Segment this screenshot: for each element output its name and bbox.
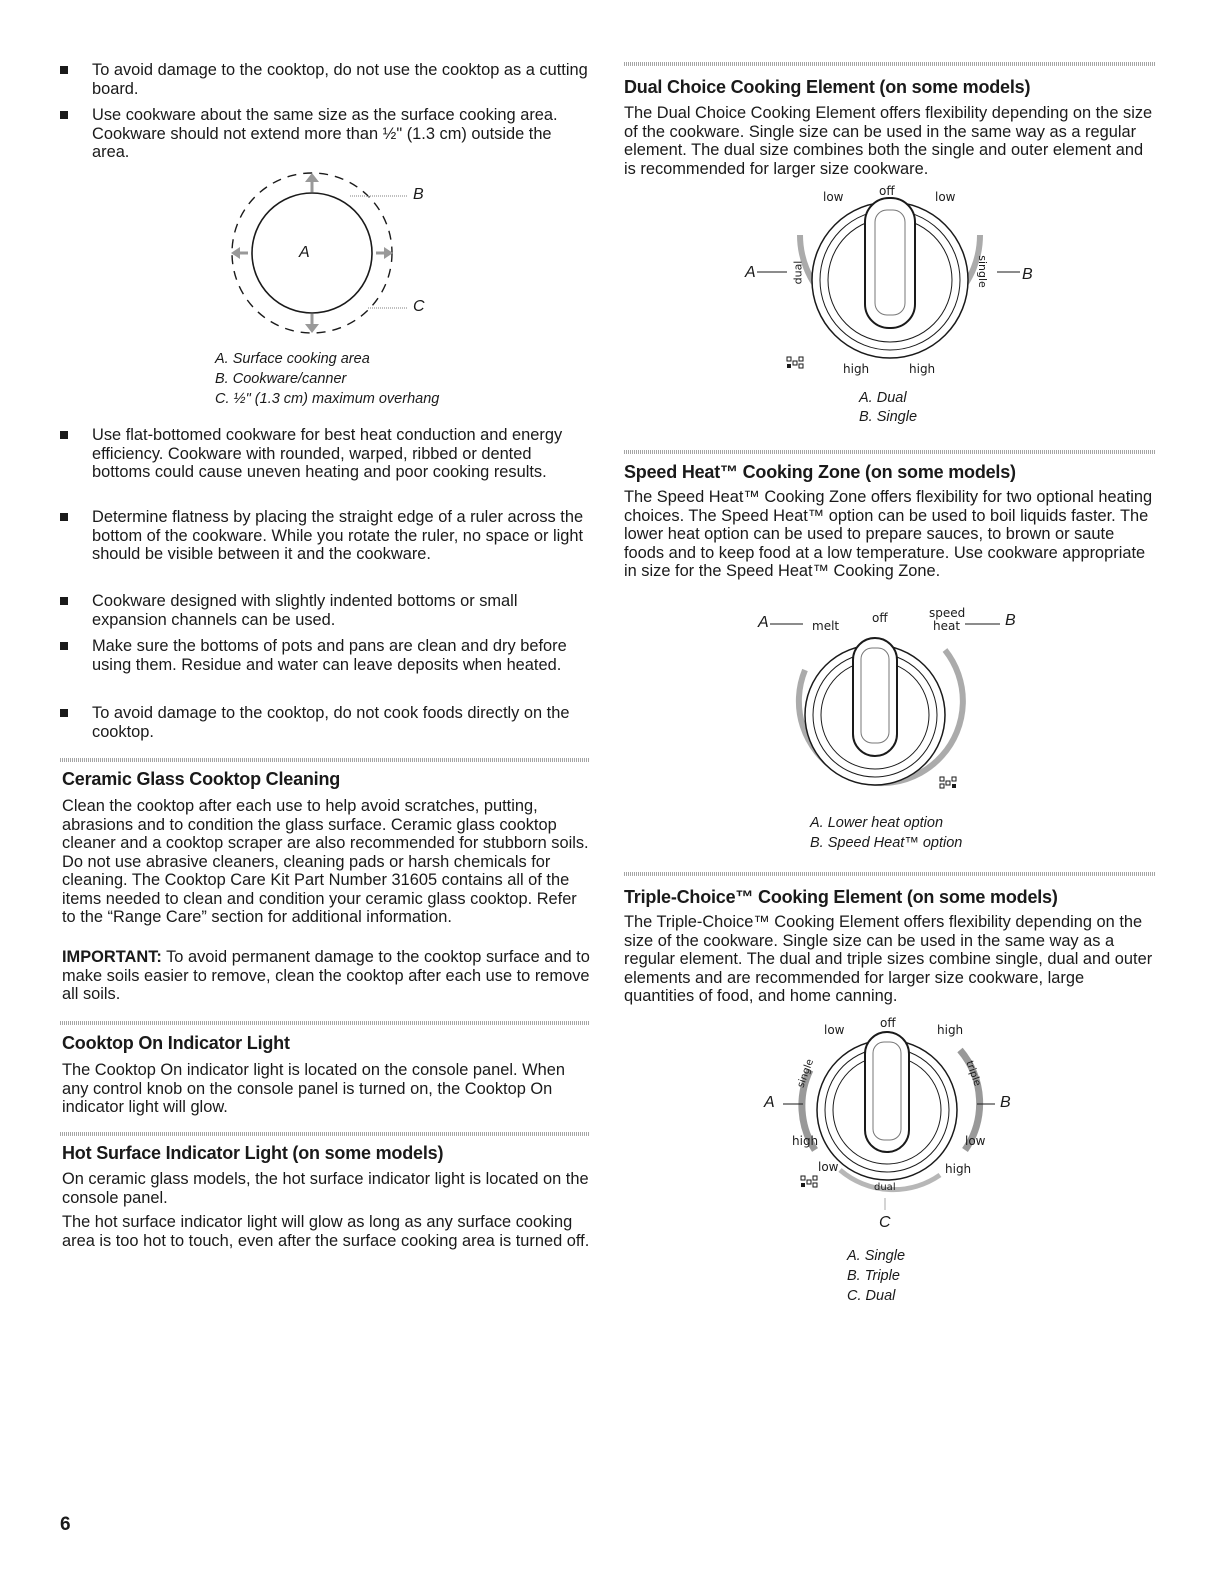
knob-label-high: high — [909, 362, 936, 376]
figure-caption: C. ½" (1.3 cm) maximum overhang — [215, 391, 440, 407]
bullet-text: Use cookware about the same size as the surface cooking area. Cookware should not extend more than ½" (1.3 cm) outside the area. — [92, 106, 558, 161]
figure-caption: A. Dual — [859, 390, 907, 406]
figure-label-b: B — [1022, 266, 1033, 283]
section-body: The Dual Choice Cooking Element offers flexibility depending on the size of the cookware. Single size can be used in the same way as a regular element. The dual size combines both the single and outer element and is recommended for larger size cookware. — [624, 104, 1153, 178]
section-heading: Ceramic Glass Cooktop Cleaning — [62, 769, 341, 789]
figure-label-c: C — [879, 1214, 891, 1231]
bullet-text: To avoid damage to the cooktop, do not cook foods directly on the cooktop. — [92, 704, 570, 741]
figure-caption: B. Single — [859, 409, 918, 425]
section-body: The Cooktop On indicator light is located on the console panel. When any control knob on the console panel is turned on, the Cooktop On indicator light will glow. — [62, 1061, 565, 1116]
knob-label-high: high — [937, 1023, 964, 1037]
section-divider — [60, 758, 590, 762]
knob-label-high: high — [843, 362, 870, 376]
section-heading: Triple-Choice™ Cooking Element (on some models) — [624, 887, 1058, 907]
bullet-square — [60, 642, 68, 650]
section-body: The hot surface indicator light will glow as long as any surface cooking area is too hot to touch, even after the surface cooking area is turned off. — [62, 1213, 590, 1250]
speed-heat-knob-diagram — [745, 610, 1035, 800]
figure-label-a: A — [758, 614, 769, 631]
page-number: 6 — [60, 1514, 71, 1535]
bullet-square — [60, 111, 68, 119]
bullet-text: To avoid damage to the cooktop, do not use the cooktop as a cutting board. — [92, 61, 588, 98]
bullet-square — [60, 597, 68, 605]
bullet-square — [60, 66, 68, 74]
important-text: To avoid permanent damage to the cooktop surface and to make soils easier to remove, clean the cooktop after each use to remove all soils. — [62, 948, 590, 1003]
knob-label-high: high — [945, 1162, 972, 1176]
figure-caption: B. Cookware/canner — [215, 371, 347, 387]
bullet-text: Cookware designed with slightly indented bottoms or small expansion channels can be used. — [92, 592, 518, 629]
knob-label-off: off — [872, 611, 888, 625]
figure-caption: B. Speed Heat™ option — [810, 835, 963, 851]
figure-label-b: B — [1005, 612, 1016, 629]
figure-label-a: A — [764, 1094, 775, 1111]
section-heading: Speed Heat™ Cooking Zone (on some models) — [624, 462, 1016, 482]
important-label: IMPORTANT: — [62, 948, 162, 966]
section-body: The Speed Heat™ Cooking Zone offers flexibility for two optional heating choices. The Speed Heat™ option can be used to boil liquids faster. The lower heat option can be used to prepare sauces, to brown or saute foods and to keep food at a low temperature. Use cookware appropriate in size for the Speed Heat™ Cooking Zone. — [624, 488, 1153, 580]
figure-label-c: C — [413, 298, 425, 315]
bullet-text: Make sure the bottoms of pots and pans are clean and dry before using them. Residue and water can leave deposits when heated. — [92, 637, 567, 674]
knob-label-off: off — [880, 1016, 896, 1030]
bullet-square — [60, 709, 68, 717]
section-body: The Triple-Choice™ Cooking Element offers flexibility depending on the size of the cookware. Single size can be used in the same way as a regular element. The dual and triple sizes combine single, dual and outer elements and are recommended for larger size cookware, large quantities of food, and home canning. — [624, 913, 1153, 1005]
figure-label-b: B — [413, 186, 424, 203]
knob-label-off: off — [879, 184, 895, 198]
knob-label-low: low — [965, 1134, 986, 1148]
knob-label-heat: heat — [933, 619, 961, 633]
section-body: Clean the cooktop after each use to help avoid scratches, putting, abrasions and to condition the glass surface. Ceramic glass cooktop cleaner and a cooktop scraper are also recommended for stubborn soils. Do not use abrasive cleaners, cleaning pads or harsh chemicals for cleaning. The Cooktop Care Kit Part Number 31605 contains all of the items needed to clean and condition your ceramic glass cooktop. Refer to the “Range Care” section for additional information. — [62, 797, 589, 926]
figure-caption: C. Dual — [847, 1288, 896, 1304]
figure-label-a: A — [745, 264, 756, 281]
figure-caption: A. Single — [847, 1248, 906, 1264]
bullet-text: Determine flatness by placing the straight edge of a ruler across the bottom of the cookware. While you rotate the ruler, no space or light should be visible between it and the cookware. — [92, 508, 584, 563]
bullet-text: Use flat-bottomed cookware for best heat conduction and energy efficiency. Cookware with rounded, warped, ribbed or dented bottoms could cause uneven heating and poor cooking results. — [92, 426, 563, 481]
figure-label-b: B — [1000, 1094, 1011, 1111]
knob-label-dual: dual — [791, 260, 805, 285]
knob-label-low: low — [818, 1160, 839, 1174]
knob-label-single: single — [795, 1057, 817, 1090]
important-note — [62, 948, 590, 1004]
section-body: On ceramic glass models, the hot surface indicator light is located on the console panel. — [62, 1170, 589, 1207]
section-divider — [624, 450, 1156, 454]
figure-label-a: A — [299, 244, 310, 261]
knob-label-low: low — [824, 1023, 845, 1037]
knob-label-speed: speed — [929, 606, 966, 620]
figure-caption: A. Surface cooking area — [215, 351, 370, 367]
knob-label-single: single — [975, 255, 989, 288]
knob-label-dual: dual — [874, 1182, 896, 1193]
bullet-square — [60, 431, 68, 439]
section-divider — [624, 62, 1156, 66]
knob-label-triple: triple — [963, 1059, 983, 1088]
section-divider — [60, 1132, 590, 1136]
section-heading: Hot Surface Indicator Light (on some models) — [62, 1143, 444, 1163]
knob-label-high: high — [792, 1134, 819, 1148]
section-heading: Dual Choice Cooking Element (on some models) — [624, 77, 1031, 97]
knob-label-melt: melt — [812, 619, 840, 633]
section-divider — [624, 872, 1156, 876]
knob-label-low: low — [823, 190, 844, 204]
bullet-square — [60, 513, 68, 521]
figure-caption: B. Triple — [847, 1268, 900, 1284]
section-heading: Cooktop On Indicator Light — [62, 1033, 290, 1053]
knob-label-low: low — [935, 190, 956, 204]
figure-caption: A. Lower heat option — [810, 815, 944, 831]
section-divider — [60, 1021, 590, 1025]
dual-knob-diagram — [735, 180, 1045, 380]
